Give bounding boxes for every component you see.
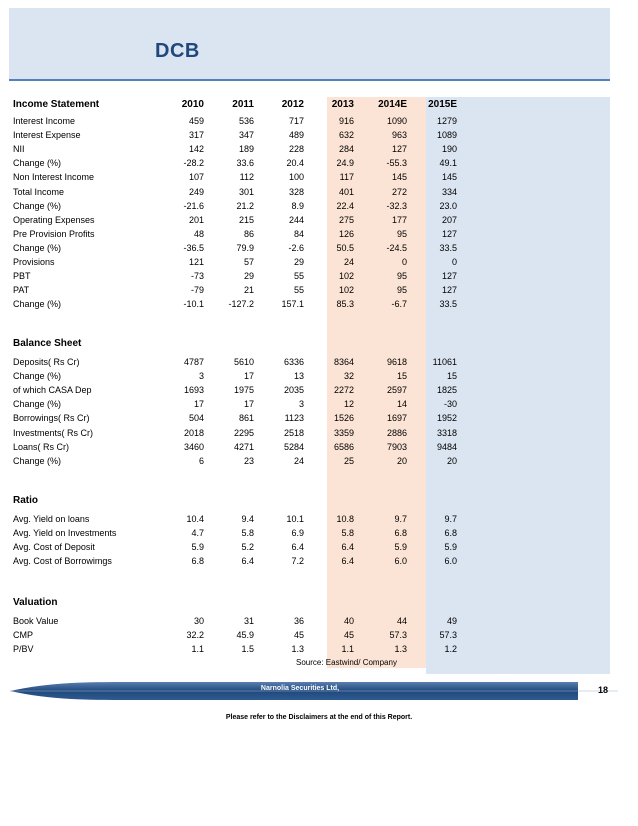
table-cell: 2886 — [386, 427, 407, 438]
table-cell: 1090 — [386, 116, 407, 126]
table-cell: 9.7 — [444, 514, 457, 524]
table-cell: 1975 — [233, 385, 254, 396]
table-cell: 95 — [396, 285, 407, 296]
table-cell: 249 — [188, 186, 204, 197]
table-cell: -2.6 — [288, 242, 304, 253]
table-cell: 10.4 — [186, 514, 204, 524]
table-cell: 4787 — [183, 357, 204, 367]
table-cell: 7.2 — [291, 556, 304, 567]
table-cell: 36 — [293, 616, 304, 626]
table-cell: 190 — [441, 144, 457, 155]
table-cell: 57.3 — [439, 630, 457, 641]
table-row — [13, 227, 457, 242]
table-cell: 21.2 — [236, 200, 254, 211]
page-number: 18 — [598, 685, 609, 695]
table-cell: 1952 — [436, 413, 457, 424]
table-cell: 5610 — [233, 357, 254, 367]
table-cell: 7903 — [386, 441, 407, 452]
table-cell: 1697 — [386, 413, 407, 424]
table-cell: 6 — [198, 455, 204, 466]
table-cell: -6.7 — [391, 299, 407, 310]
table-cell: -28.2 — [183, 158, 204, 169]
table-cell: 1089 — [436, 130, 457, 141]
table-cell: 963 — [391, 130, 407, 141]
table-cell: 102 — [338, 285, 354, 296]
table-cell: 6.9 — [291, 528, 304, 539]
table-cell: 9618 — [386, 357, 407, 367]
table-cell: -36.5 — [183, 242, 204, 253]
table-cell: 6586 — [333, 441, 354, 452]
table-cell: 121 — [188, 257, 204, 267]
table-cell: 157.1 — [281, 299, 304, 310]
table-cell: 215 — [238, 214, 254, 225]
table-cell: 15 — [446, 371, 457, 382]
row-label: Change (%) — [13, 371, 62, 382]
table-cell: 117 — [339, 172, 354, 183]
table-cell: 107 — [188, 172, 204, 183]
table-cell: 6.0 — [394, 556, 407, 567]
row-label: Avg. Yield on loans — [13, 514, 90, 524]
table-cell: 2295 — [233, 427, 254, 438]
table-cell: 45.9 — [236, 630, 254, 641]
table-cell: 49.1 — [439, 158, 457, 169]
table-cell: 5.2 — [241, 542, 254, 553]
table-cell: 44 — [396, 616, 407, 626]
table-cell: 6.8 — [191, 556, 204, 567]
table-cell: 4271 — [233, 441, 254, 452]
table-cell: 201 — [188, 214, 204, 225]
row-label: Avg. Yield on Investments — [13, 528, 117, 539]
table-cell: 717 — [288, 116, 304, 126]
table-cell: 15 — [396, 371, 407, 382]
table-cell: 9.7 — [394, 514, 407, 524]
table-cell: 79.9 — [236, 242, 254, 253]
row-label: Loans( Rs Cr) — [13, 441, 70, 452]
table-cell: 244 — [288, 214, 304, 225]
section-heading: Valuation — [13, 597, 58, 608]
table-cell: 6.4 — [341, 542, 354, 553]
table-cell: 112 — [239, 172, 254, 183]
table-cell: 5284 — [283, 441, 304, 452]
table-cell: 2035 — [283, 385, 304, 396]
table-cell: 10.8 — [336, 514, 354, 524]
table-cell: 11061 — [432, 357, 457, 367]
table-cell: 17 — [243, 399, 254, 410]
table-row — [13, 355, 457, 370]
table-cell: 1.2 — [444, 644, 457, 655]
table-cell: 1.3 — [394, 644, 407, 655]
table-cell: 32.2 — [186, 630, 204, 641]
table-cell: 45 — [293, 630, 304, 641]
table-cell: 100 — [288, 172, 304, 183]
table-cell: 57.3 — [389, 630, 407, 641]
table-cell: 632 — [338, 130, 354, 141]
table-cell: 20 — [446, 455, 457, 466]
table-cell: 10.1 — [286, 514, 304, 524]
row-label: PAT — [13, 285, 30, 296]
table-cell: 86 — [243, 228, 254, 239]
table-cell: 1.1 — [341, 644, 354, 655]
disclaimer-note: Please refer to the Disclaimers at the end of this Report. — [225, 714, 413, 721]
table-cell: 317 — [188, 130, 204, 141]
table-cell: 6.8 — [444, 528, 457, 539]
row-label: Change (%) — [13, 455, 62, 466]
table-row — [13, 512, 457, 527]
table-row — [13, 283, 457, 298]
row-label: Interest Income — [13, 116, 76, 126]
row-label: Borrowings( Rs Cr) — [13, 413, 90, 424]
row-label: Change (%) — [13, 242, 62, 253]
table-cell: 55 — [293, 271, 304, 282]
table-cell: -127.2 — [228, 299, 254, 310]
table-cell: 4.7 — [191, 528, 204, 539]
table-row — [13, 526, 457, 541]
table-cell: 284 — [338, 144, 354, 155]
table-cell: 17 — [243, 371, 254, 382]
table-cell: 9.4 — [241, 514, 254, 524]
section-heading: Balance Sheet — [13, 338, 82, 349]
table-cell: 95 — [396, 228, 407, 239]
table-row — [13, 554, 457, 569]
table-cell: 5.9 — [394, 542, 407, 553]
footer-company-name: Narnolia Securities Ltd, — [260, 685, 340, 692]
table-cell: 3359 — [333, 427, 354, 438]
table-cell: 6.4 — [241, 556, 254, 567]
table-cell: 145 — [441, 172, 457, 183]
table-cell: 24.9 — [336, 158, 354, 169]
table-cell: 347 — [238, 130, 254, 141]
table-row — [13, 628, 457, 643]
row-label: Book Value — [13, 616, 59, 626]
table-cell: 33.6 — [236, 158, 254, 169]
table-cell: 207 — [441, 214, 457, 225]
row-label: Investments( Rs Cr) — [13, 427, 94, 438]
row-label: Avg. Cost of Borrowimgs — [13, 556, 112, 567]
row-label: Deposits( Rs Cr) — [13, 357, 80, 367]
column-header: 2013 — [331, 99, 354, 110]
table-cell: 126 — [338, 228, 354, 239]
table-cell: 2597 — [386, 385, 407, 396]
table-cell: 1279 — [436, 116, 457, 126]
table-cell: 189 — [238, 144, 254, 155]
table-cell: 5.9 — [444, 542, 457, 553]
table-cell: 1526 — [333, 413, 354, 424]
table-cell: 145 — [391, 172, 407, 183]
table-cell: 489 — [288, 130, 304, 141]
table-cell: 6.4 — [341, 556, 354, 567]
table-cell: 272 — [391, 186, 407, 197]
row-label: Operating Expenses — [13, 214, 95, 225]
source-note: Source: Eastwind/ Company — [296, 658, 397, 667]
table-cell: 24 — [343, 257, 354, 267]
table-cell: 13 — [293, 371, 304, 382]
table-row — [13, 185, 457, 200]
table-row — [13, 213, 457, 228]
table-cell: 31 — [243, 616, 254, 626]
table-cell: 2272 — [333, 385, 354, 396]
table-cell: 33.5 — [439, 299, 457, 310]
table-cell: 84 — [293, 228, 304, 239]
row-label: Change (%) — [13, 399, 62, 410]
table-cell: 0 — [451, 257, 457, 267]
table-row — [13, 440, 457, 455]
table-row — [13, 642, 457, 657]
table-cell: 1825 — [436, 385, 457, 396]
table-cell: 3318 — [436, 427, 457, 438]
column-header: 2015E — [428, 99, 457, 110]
header-banner — [9, 8, 610, 81]
table-cell: 21 — [243, 285, 254, 296]
table-cell: 3 — [298, 399, 304, 410]
table-cell: 3 — [198, 371, 204, 382]
table-cell: 20 — [396, 455, 407, 466]
row-label: Change (%) — [13, 299, 62, 310]
table-cell: 3460 — [183, 441, 204, 452]
page-title: DCB — [155, 40, 200, 62]
column-header: 2010 — [181, 99, 204, 110]
table-cell: 334 — [441, 186, 457, 197]
column-header: 2014E — [378, 99, 407, 110]
table-cell: 5.8 — [241, 528, 254, 539]
table-cell: 45 — [343, 630, 354, 641]
table-cell: 5.8 — [341, 528, 354, 539]
table-cell: 49 — [446, 616, 457, 626]
table-cell: 20.4 — [286, 158, 304, 169]
table-row — [13, 156, 457, 171]
row-label: Provisions — [13, 257, 55, 267]
table-row — [13, 241, 457, 256]
table-cell: 24 — [293, 455, 304, 466]
table-cell: 328 — [288, 186, 304, 197]
table-cell: 1.1 — [191, 644, 204, 655]
table-cell: 25 — [343, 455, 354, 466]
table-cell: 12 — [343, 399, 354, 410]
table-cell: -32.3 — [386, 200, 407, 211]
table-cell: 1.3 — [291, 644, 304, 655]
table-cell: 30 — [193, 616, 204, 626]
row-label: Non Interest Income — [13, 172, 95, 183]
table-cell: 459 — [188, 116, 204, 126]
table-row — [13, 297, 457, 312]
row-label: Pre Provision Profits — [13, 228, 95, 239]
table-cell: 50.5 — [336, 242, 354, 253]
table-row — [13, 142, 457, 157]
table-cell: 177 — [391, 214, 407, 225]
table-cell: 127 — [441, 271, 457, 282]
table-cell: 14 — [396, 399, 407, 410]
table-row — [13, 199, 457, 214]
table-cell: 22.4 — [336, 200, 354, 211]
table-cell: 401 — [338, 186, 354, 197]
table-cell: 142 — [188, 144, 204, 155]
table-cell: 55 — [293, 285, 304, 296]
table-cell: 29 — [293, 257, 304, 267]
table-cell: 6.8 — [394, 528, 407, 539]
table-cell: 275 — [338, 214, 354, 225]
table-cell: -10.1 — [183, 299, 204, 310]
section-heading: Income Statement — [13, 99, 100, 110]
table-cell: -21.6 — [183, 200, 204, 211]
table-cell: -73 — [190, 271, 204, 282]
table-cell: 6.0 — [444, 556, 457, 567]
table-cell: 301 — [238, 186, 254, 197]
table-cell: 48 — [193, 228, 204, 239]
table-cell: 127 — [391, 144, 407, 155]
table-cell: 8364 — [333, 357, 354, 367]
table-cell: 6336 — [283, 357, 304, 367]
table-cell: 0 — [401, 257, 407, 267]
table-cell: 85.3 — [336, 299, 354, 310]
table-cell: 102 — [338, 271, 354, 282]
table-cell: 29 — [243, 271, 254, 282]
table-cell: 916 — [338, 116, 354, 126]
row-label: NII — [13, 144, 25, 155]
column-header: 2011 — [232, 99, 254, 110]
row-label: Interest Expense — [13, 130, 81, 141]
table-row — [13, 128, 457, 143]
table-row — [13, 114, 457, 129]
table-row — [13, 269, 457, 284]
table-cell: 504 — [188, 413, 204, 424]
table-cell: 17 — [193, 399, 204, 410]
table-cell: -30 — [443, 399, 457, 410]
table-cell: 8.9 — [291, 200, 304, 211]
row-label: P/BV — [13, 644, 34, 655]
table-cell: 23.0 — [439, 200, 457, 211]
table-cell: 57 — [243, 257, 254, 267]
row-label: Change (%) — [13, 200, 62, 211]
table-cell: 6.4 — [291, 542, 304, 553]
table-cell: -55.3 — [386, 158, 407, 169]
table-row — [13, 426, 457, 441]
table-cell: 1693 — [183, 385, 204, 396]
table-cell: 33.5 — [439, 242, 457, 253]
table-cell: -79 — [190, 285, 204, 296]
table-row — [13, 255, 457, 270]
table-row — [13, 540, 457, 555]
row-label: CMP — [13, 630, 33, 641]
table-cell: 5.9 — [191, 542, 204, 553]
row-label: PBT — [13, 271, 31, 282]
table-cell: 1.5 — [241, 644, 254, 655]
table-cell: 1123 — [284, 413, 304, 424]
table-header-row — [13, 97, 457, 112]
table-cell: -24.5 — [386, 242, 407, 253]
table-row — [13, 397, 457, 412]
row-label: Total Income — [13, 186, 65, 197]
column-header: 2012 — [281, 99, 304, 110]
section-heading: Ratio — [13, 495, 38, 506]
table-cell: 2018 — [183, 427, 204, 438]
table-cell: 9484 — [436, 441, 457, 452]
table-cell: 127 — [441, 228, 457, 239]
table-row — [13, 411, 457, 426]
table-cell: 536 — [238, 116, 254, 126]
table-cell: 32 — [343, 371, 354, 382]
table-cell: 95 — [396, 271, 407, 282]
table-cell: 40 — [343, 616, 354, 626]
table-row — [13, 614, 457, 629]
row-label: of which CASA Dep — [13, 385, 92, 396]
table-cell: 228 — [288, 144, 304, 155]
table-row — [13, 170, 457, 185]
table-cell: 2518 — [283, 427, 304, 438]
table-row — [13, 383, 457, 398]
table-cell: 127 — [441, 285, 457, 296]
row-label: Change (%) — [13, 158, 62, 169]
table-cell: 23 — [243, 455, 254, 466]
table-cell: 861 — [238, 413, 254, 424]
table-row — [13, 369, 457, 384]
row-label: Avg. Cost of Deposit — [13, 542, 95, 553]
table-row — [13, 454, 457, 469]
